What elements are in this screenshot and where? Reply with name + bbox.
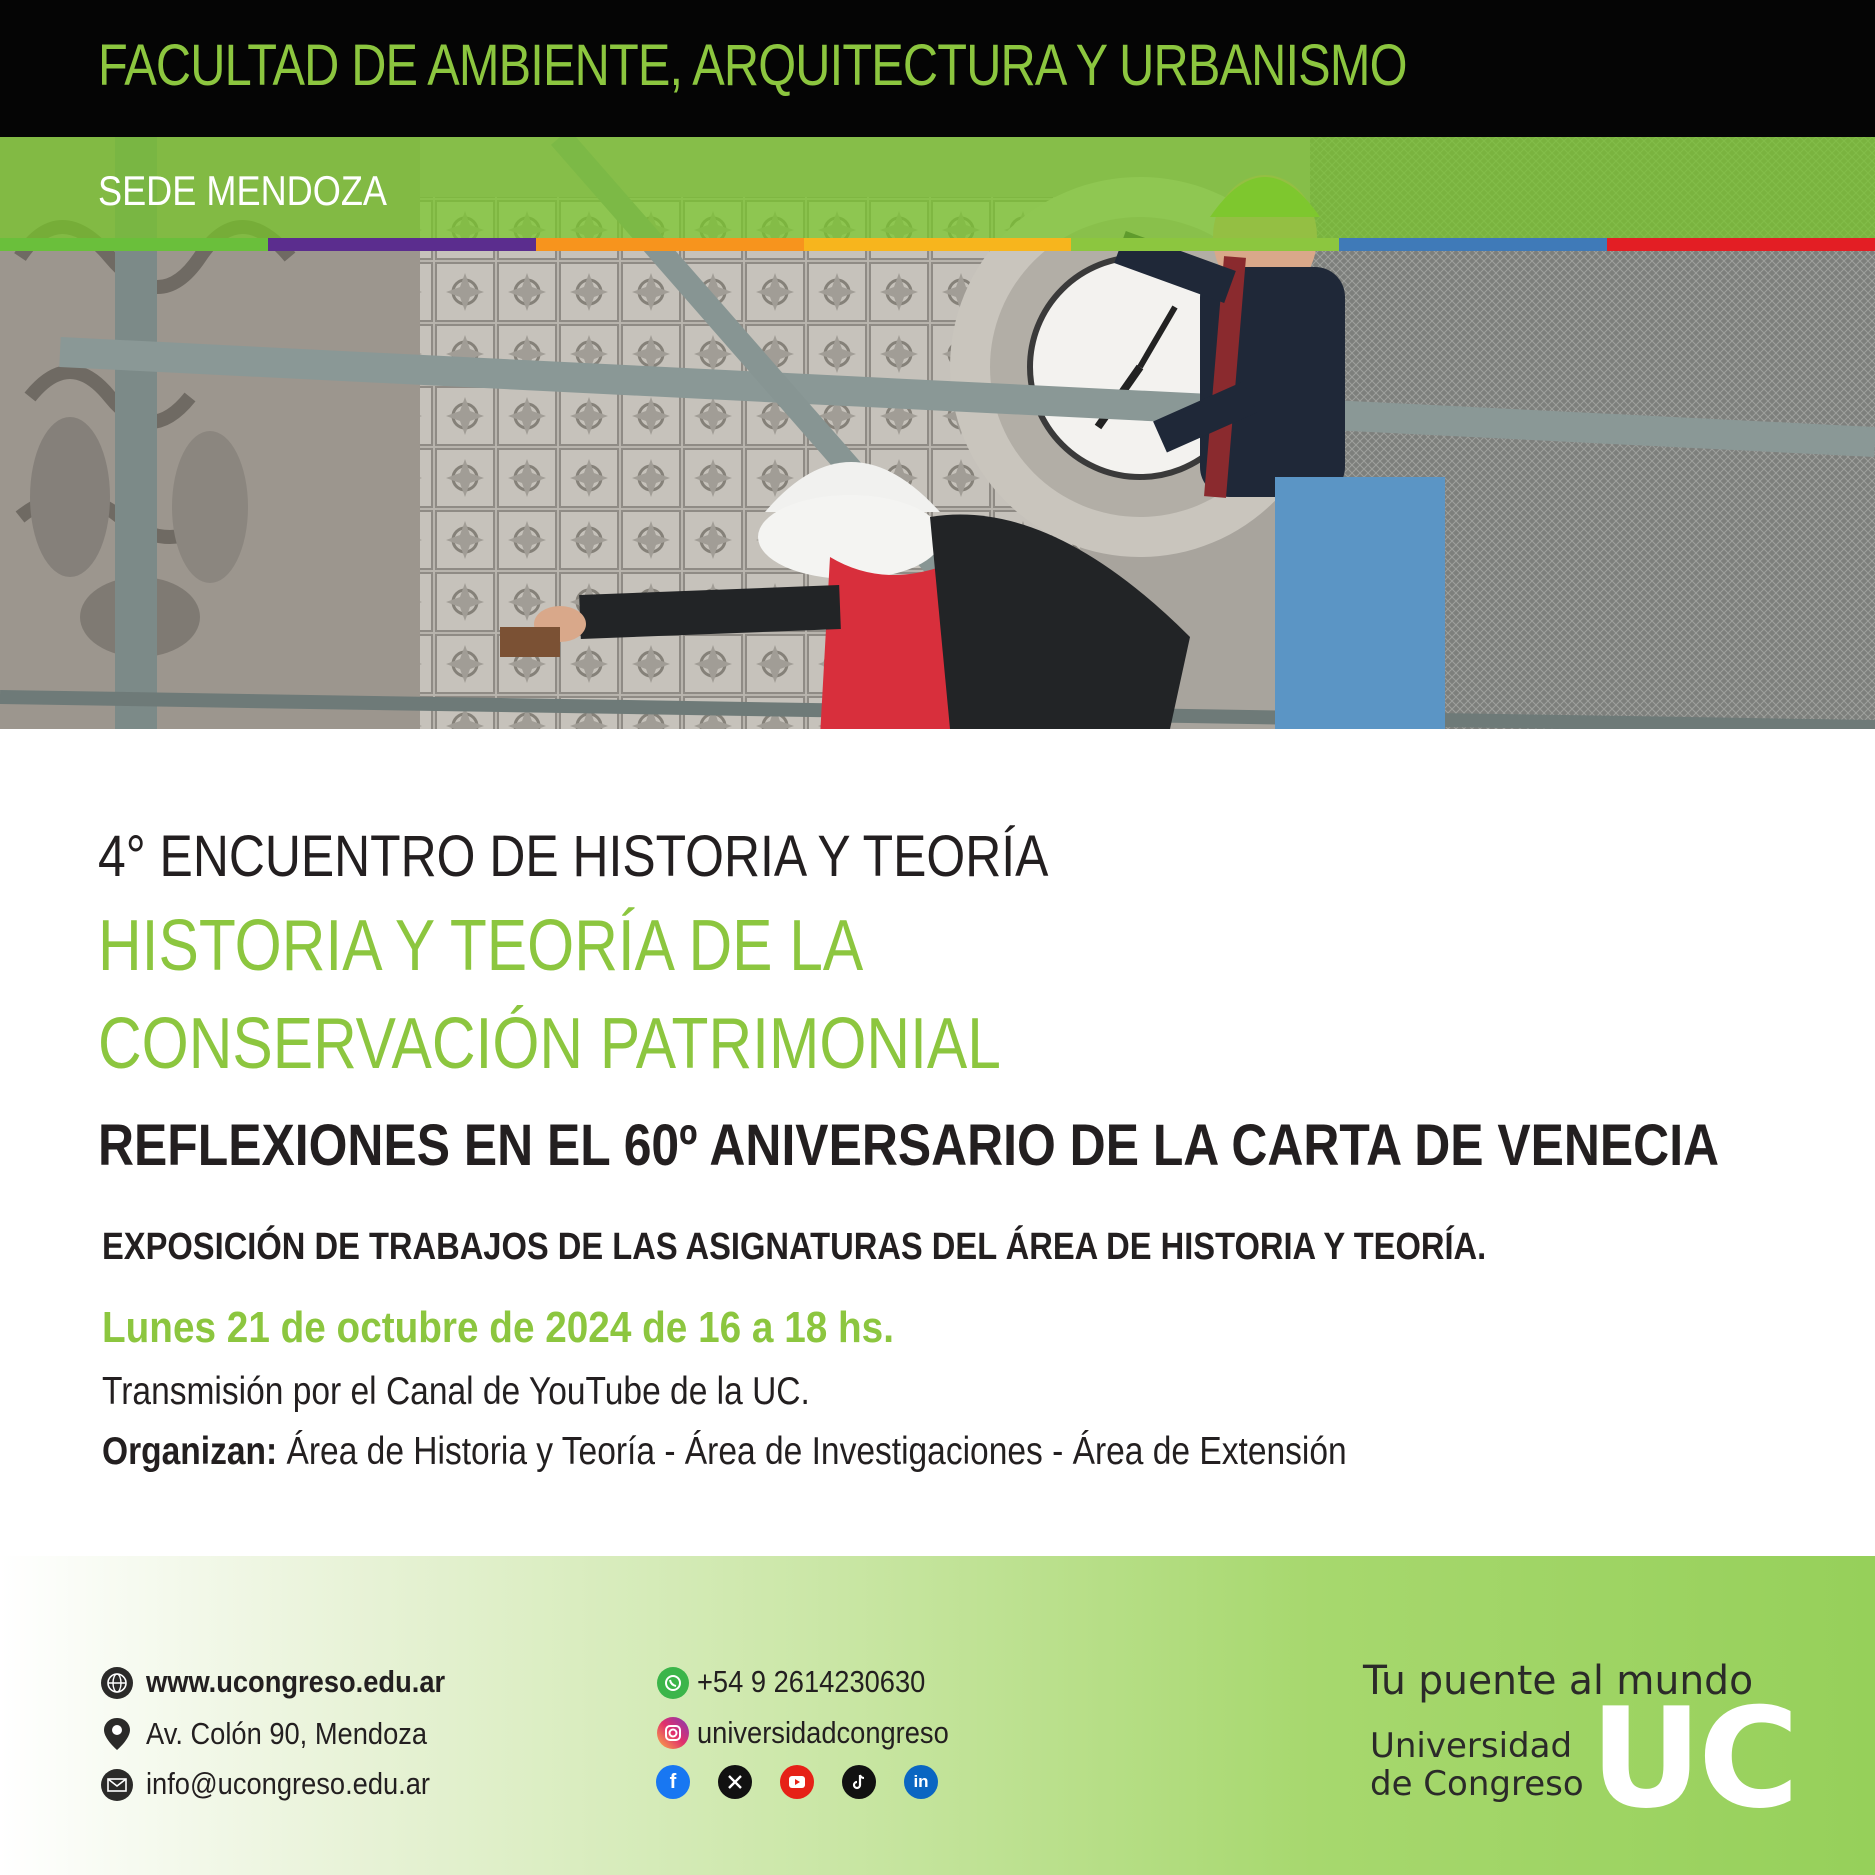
stripe-segment xyxy=(804,238,1072,251)
stripe-segment xyxy=(1607,238,1875,251)
event-date: Lunes 21 de octubre de 2024 de 16 a 18 hs. xyxy=(102,1303,894,1352)
event-title-line1: HISTORIA Y TEORÍA DE LA xyxy=(98,906,864,986)
campus-label: SEDE MENDOZA xyxy=(98,167,388,214)
globe-icon xyxy=(101,1667,133,1699)
x-icon[interactable] xyxy=(718,1765,752,1799)
mail-icon xyxy=(101,1769,133,1801)
stripe-segment xyxy=(268,238,536,251)
event-title-line2: CONSERVACIÓN PATRIMONIAL xyxy=(98,1004,1001,1084)
slogan: Tu puente al mundo xyxy=(1363,1658,1754,1704)
stream-info: Transmisión por el Canal de YouTube de la UC. xyxy=(102,1370,810,1413)
university-name-line1: Universidad xyxy=(1370,1726,1573,1766)
uc-logo: UC xyxy=(1590,1678,1796,1839)
stripe-segment xyxy=(0,238,268,251)
organizers xyxy=(102,1430,1347,1474)
stripe-segment xyxy=(1339,238,1607,251)
tiktok-icon[interactable] xyxy=(842,1765,876,1799)
stripe-segment xyxy=(536,238,804,251)
facebook-icon[interactable]: f xyxy=(656,1765,690,1799)
whatsapp-icon xyxy=(657,1667,689,1699)
exposition-description: EXPOSICIÓN DE TRABAJOS DE LAS ASIGNATURAS DEL ÁREA DE HISTORIA Y TEORÍA. xyxy=(102,1226,1487,1268)
event-subtitle: REFLEXIONES EN EL 60º ANIVERSARIO DE LA CARTA DE VENECIA xyxy=(98,1113,1720,1178)
organizers-list: Área de Historia y Teoría - Área de Investigaciones - Área de Extensión xyxy=(286,1430,1347,1473)
instagram-handle[interactable]: universidadcongreso xyxy=(697,1715,949,1750)
linkedin-icon[interactable]: in xyxy=(904,1765,938,1799)
youtube-icon[interactable] xyxy=(780,1765,814,1799)
address-text: Av. Colón 90, Mendoza xyxy=(146,1716,428,1751)
location-pin-icon xyxy=(101,1718,133,1750)
organizers-label: Organizan: xyxy=(102,1430,278,1473)
email-link[interactable]: info@ucongreso.edu.ar xyxy=(146,1766,431,1801)
university-name-line2: de Congreso xyxy=(1370,1764,1584,1804)
header-bar xyxy=(0,0,1875,137)
instagram-icon xyxy=(657,1717,689,1749)
hero-photo xyxy=(0,137,1875,729)
event-number: 4° ENCUENTRO DE HISTORIA Y TEORÍA xyxy=(98,824,1049,889)
faculty-title: FACULTAD DE AMBIENTE, ARQUITECTURA Y URBANISMO xyxy=(98,33,1407,98)
stripe-segment xyxy=(1071,238,1339,251)
website-link[interactable]: www.ucongreso.edu.ar xyxy=(146,1664,446,1699)
whatsapp-number[interactable]: +54 9 2614230630 xyxy=(697,1664,926,1699)
color-stripe xyxy=(0,238,1875,251)
